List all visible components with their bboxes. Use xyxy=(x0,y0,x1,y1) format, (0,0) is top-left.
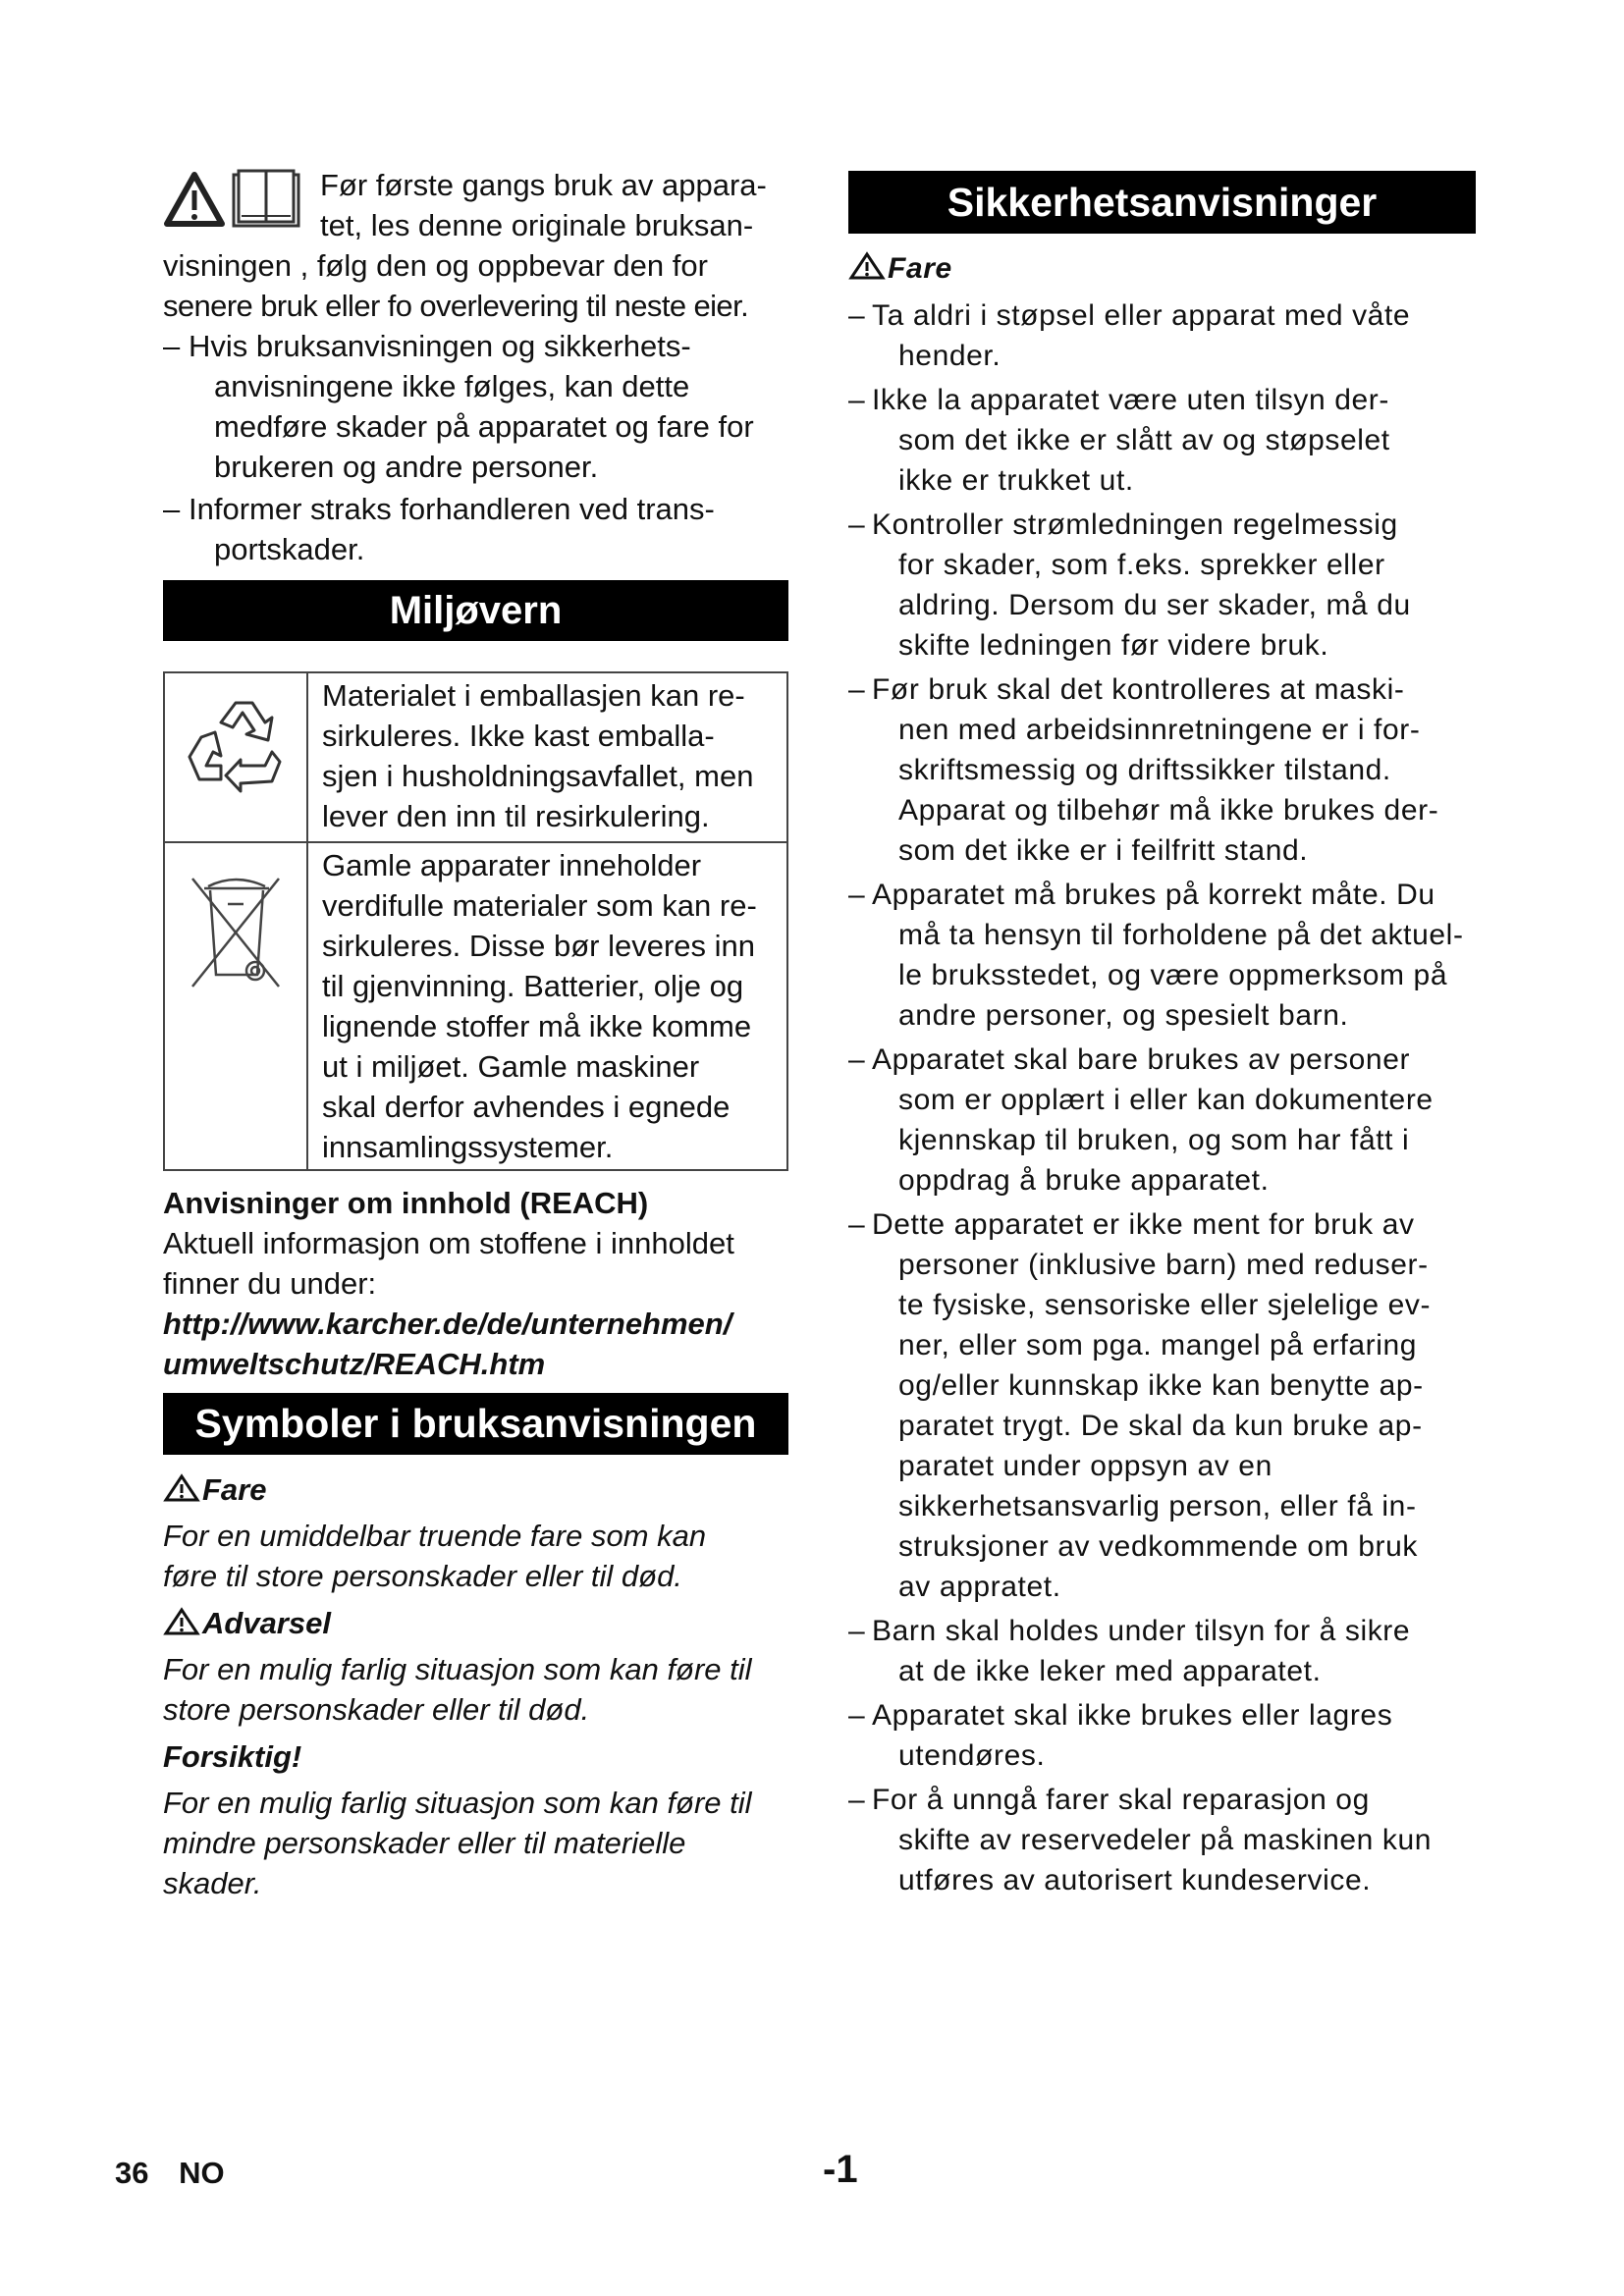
list-item-text: Før bruk skal det kontrolleres at maski- xyxy=(872,673,1405,706)
list-item-line xyxy=(848,669,1464,710)
symbol-label xyxy=(163,1736,791,1777)
list-item-line xyxy=(163,489,754,529)
dash-bullet: – xyxy=(848,879,866,911)
list-item-line: struksjoner av vedkommende om bruk xyxy=(898,1530,1418,1563)
symbols-list xyxy=(163,1469,791,1903)
dash-bullet: – xyxy=(163,329,181,363)
danger-label-text: Fare xyxy=(888,252,952,285)
list-item xyxy=(848,1780,1464,1900)
list-item-line: som det ikke er i feilfritt stand. xyxy=(898,834,1309,867)
intro-list xyxy=(163,326,754,569)
list-item-text: Apparatet skal bare brukes av personer xyxy=(872,1043,1411,1076)
list-item-line: nen med arbeidsinnretningene er i for- xyxy=(898,714,1421,746)
page-footer xyxy=(115,2156,225,2191)
table-cell-line: Materialet i emballasjen kan re- xyxy=(322,678,745,713)
section-header-sikkerhet xyxy=(848,171,1476,234)
table-cell-line: Gamle apparater inneholder xyxy=(322,848,702,882)
list-item-line: skifte ledningen før videre bruk. xyxy=(898,629,1329,662)
recycling-icon xyxy=(182,693,290,801)
list-item-text: Hvis bruksanvisningen og sikkerhets- xyxy=(189,329,691,363)
intro-icons xyxy=(163,169,310,235)
list-item-line: for skader, som f.eks. sprekker eller xyxy=(898,549,1385,581)
symbol-description-line: skader. xyxy=(163,1866,262,1900)
symbol-label-text: Forsiktig! xyxy=(163,1739,302,1774)
table-cell-line: sirkuleres. Ikke kast emballa- xyxy=(322,719,715,753)
symbol-label xyxy=(163,1469,791,1510)
intro-text-first xyxy=(320,165,767,245)
list-item-line: ikke er trukket ut. xyxy=(898,464,1134,497)
symbol-description-line: For en umiddelbar truende fare som kan xyxy=(163,1519,707,1553)
reach-line: Aktuell informasjon om stoffene i innholdet xyxy=(163,1226,734,1260)
safety-list xyxy=(848,295,1464,1900)
list-item-line: utføres av autorisert kundeservice. xyxy=(898,1864,1372,1896)
dash-bullet: – xyxy=(848,1208,866,1241)
table-cell-icon xyxy=(164,842,307,1170)
list-item-line: og/eller kunnskap ikke kan benytte ap- xyxy=(898,1369,1424,1402)
dash-bullet: – xyxy=(848,1699,866,1732)
list-item-line: at de ikke leker med apparatet. xyxy=(898,1655,1322,1687)
list-item xyxy=(848,1204,1464,1607)
dash-bullet: – xyxy=(848,1784,866,1816)
reach-line: finner du under: xyxy=(163,1266,377,1301)
list-item-line: som er opplært i eller kan dokumentere xyxy=(898,1084,1434,1116)
list-item-line xyxy=(848,1040,1464,1080)
list-item xyxy=(848,1040,1464,1201)
section-header-miljovern xyxy=(163,580,788,641)
intro-line: tet, les denne originale bruksan- xyxy=(320,208,754,242)
center-mark: -1 xyxy=(823,2148,858,2191)
symbol-description-line: føre til store personskader eller til død. xyxy=(163,1559,682,1593)
list-item-text: Ta aldri i støpsel eller apparat med våte xyxy=(872,299,1411,332)
list-item-text: Barn skal holdes under tilsyn for å sikre xyxy=(872,1615,1411,1647)
list-item-line: andre personer, og spesielt barn. xyxy=(898,999,1349,1032)
list-item-line: av appratet. xyxy=(898,1571,1061,1603)
dash-bullet: – xyxy=(848,299,866,332)
list-item-line xyxy=(163,326,754,366)
list-item-line: utendøres. xyxy=(898,1739,1046,1772)
list-item-line: skriftsmessig og driftssikker tilstand. xyxy=(898,754,1391,786)
table-cell-line: lignende stoffer må ikke komme xyxy=(322,1009,752,1043)
section-title: Symboler i bruksanvisningen xyxy=(194,1401,757,1446)
symbol-description xyxy=(163,1783,791,1903)
language-code: NO xyxy=(179,2156,225,2190)
list-item-line: oppdrag å bruke apparatet. xyxy=(898,1164,1270,1197)
warning-triangle-icon xyxy=(163,1607,200,1636)
symbol-label-text: Advarsel xyxy=(202,1606,331,1640)
danger-label xyxy=(848,248,1464,289)
warning-triangle-icon xyxy=(163,1473,200,1503)
list-item-line xyxy=(848,505,1464,545)
list-item-line: le bruksstedet, og være oppmerksom på xyxy=(898,959,1448,991)
list-item-line: som det ikke er slått av og støpselet xyxy=(898,424,1390,456)
list-item-line: aldring. Dersom du ser skader, må du xyxy=(898,589,1411,621)
table-cell-icon xyxy=(164,672,307,842)
symbol-description xyxy=(163,1649,791,1730)
warning-triangle-icon xyxy=(163,169,310,230)
table-cell-line: ut i miljøet. Gamle maskiner xyxy=(322,1049,700,1084)
table-cell-line: sirkuleres. Disse bør leveres inn xyxy=(322,929,756,963)
environment-table xyxy=(163,671,788,1171)
list-item xyxy=(163,489,754,569)
list-item-line: anvisningene ikke følges, kan dette xyxy=(214,369,690,403)
table-row xyxy=(164,672,787,842)
list-item-line: sikkerhetsansvarlig person, eller få in- xyxy=(898,1490,1417,1522)
symbol-label xyxy=(163,1603,791,1643)
list-item xyxy=(848,505,1464,666)
list-item-line xyxy=(848,1780,1464,1820)
list-item-line xyxy=(848,1695,1464,1735)
list-item-text: Apparatet må brukes på korrekt måte. Du xyxy=(872,879,1435,911)
section-title: Sikkerhetsanvisninger xyxy=(947,180,1378,225)
section-title: Miljøvern xyxy=(389,589,563,632)
reach-section xyxy=(163,1183,734,1384)
table-cell-line: skal derfor avhendes i egnede xyxy=(322,1090,731,1124)
reach-link[interactable]: umweltschutz/REACH.htm xyxy=(163,1347,546,1381)
dash-bullet: – xyxy=(848,384,866,416)
symbol-description-line: mindre personskader eller til materielle xyxy=(163,1826,686,1860)
symbol-description-line: For en mulig farlig situasjon som kan føre til xyxy=(163,1652,752,1686)
reach-link[interactable]: http://www.karcher.de/de/unternehmen/ xyxy=(163,1307,732,1341)
crossed-out-bin-icon xyxy=(187,865,285,992)
list-item-line: te fysiske, sensoriske eller sjelelige ev- xyxy=(898,1289,1432,1321)
page-number: 36 xyxy=(115,2156,149,2190)
list-item xyxy=(848,1695,1464,1776)
table-cell-line: lever den inn til resirkulering. xyxy=(322,799,710,833)
dash-bullet: – xyxy=(848,673,866,706)
symbol-description xyxy=(163,1516,791,1596)
warning-triangle-icon xyxy=(848,251,886,281)
section-header-symboler xyxy=(163,1393,788,1455)
manual-book-icon xyxy=(234,171,298,226)
list-item xyxy=(848,669,1464,871)
list-item-line: må ta hensyn til forholdene på det aktuel- xyxy=(898,919,1464,951)
symbol-description-line: store personskader eller til død. xyxy=(163,1692,590,1727)
table-cell-line: til gjenvinning. Batterier, olje og xyxy=(322,969,744,1003)
list-item-line: brukeren og andre personer. xyxy=(214,450,599,484)
list-item xyxy=(848,295,1464,376)
list-item-line: Apparat og tilbehør må ikke brukes der- xyxy=(898,794,1439,827)
table-cell-line: sjen i husholdningsavfallet, men xyxy=(322,759,754,793)
list-item-line xyxy=(848,1204,1464,1245)
list-item-line: paratet under oppsyn av en xyxy=(898,1450,1272,1482)
intro-line: Før første gangs bruk av appara- xyxy=(320,168,767,202)
intro-text-rest xyxy=(163,245,754,569)
list-item-line: ner, eller som pga. mangel på erfaring xyxy=(898,1329,1418,1362)
list-item-line xyxy=(848,380,1464,420)
list-item xyxy=(848,1611,1464,1691)
dash-bullet: – xyxy=(848,1615,866,1647)
list-item-line: paratet trygt. De skal da kun bruke ap- xyxy=(898,1410,1423,1442)
list-item-text: Dette apparatet er ikke ment for bruk av xyxy=(872,1208,1415,1241)
dash-bullet: – xyxy=(848,1043,866,1076)
reach-heading: Anvisninger om innhold (REACH) xyxy=(163,1186,649,1220)
dash-bullet: – xyxy=(163,492,181,526)
symbol-label-text: Fare xyxy=(202,1472,267,1507)
list-item-line: hender. xyxy=(898,340,1001,372)
intro-line: visningen , følg den og oppbevar den for xyxy=(163,248,708,283)
list-item-line: medføre skader på apparatet og fare for xyxy=(214,409,754,444)
table-row xyxy=(164,842,787,1170)
list-item xyxy=(848,875,1464,1036)
list-item-text: Ikke la apparatet være uten tilsyn der- xyxy=(872,384,1389,416)
intro-line: senere bruk eller fo overlevering til neste eier. xyxy=(163,289,749,323)
list-item-text: For å unngå farer skal reparasjon og xyxy=(872,1784,1370,1816)
table-cell-text xyxy=(307,672,787,842)
list-item-line: portskader. xyxy=(214,532,365,566)
table-cell-line: verdifulle materialer som kan re- xyxy=(322,888,757,923)
safety-section xyxy=(848,248,1464,1900)
list-item xyxy=(163,326,754,487)
list-item xyxy=(848,380,1464,501)
table-cell-text xyxy=(307,842,787,1170)
list-item-line xyxy=(848,875,1464,915)
list-item-line: personer (inklusive barn) med reduser- xyxy=(898,1249,1429,1281)
list-item-line: skifte av reservedeler på maskinen kun xyxy=(898,1824,1433,1856)
list-item-text: Kontroller strømledningen regelmessig xyxy=(872,508,1398,541)
list-item-text: Informer straks forhandleren ved trans- xyxy=(189,492,715,526)
list-item-line: kjennskap til bruken, og som har fått i xyxy=(898,1124,1410,1156)
table-cell-line: innsamlingssystemer. xyxy=(322,1130,614,1164)
dash-bullet: – xyxy=(848,508,866,541)
list-item-line xyxy=(848,1611,1464,1651)
list-item-line xyxy=(848,295,1464,336)
symbol-description-line: For en mulig farlig situasjon som kan føre til xyxy=(163,1786,752,1820)
list-item-text: Apparatet skal ikke brukes eller lagres xyxy=(872,1699,1393,1732)
